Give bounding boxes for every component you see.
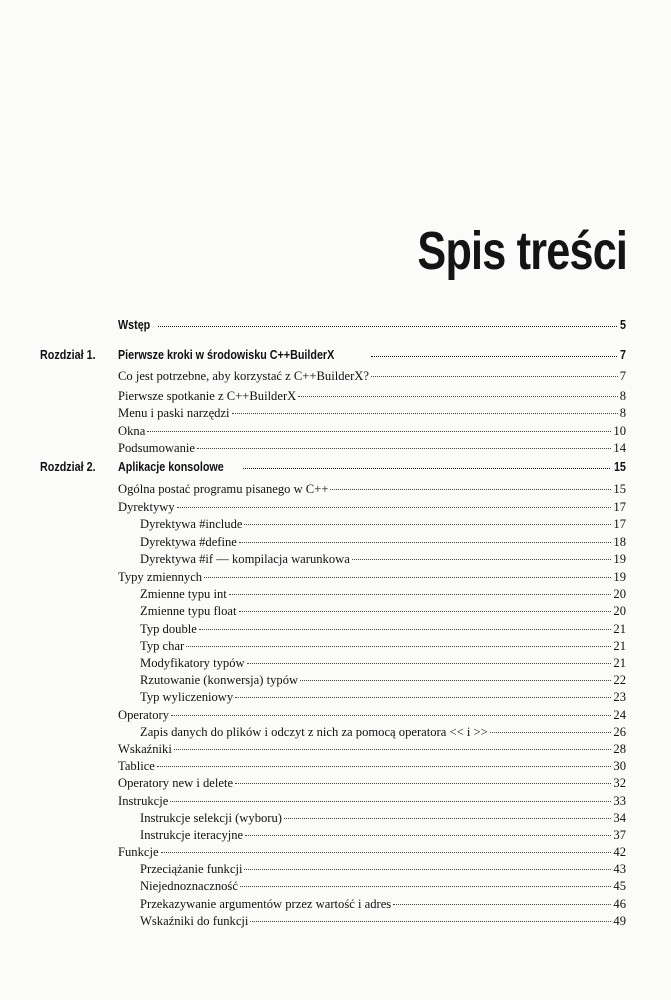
page-number: 18 (613, 535, 626, 549)
page-number: 28 (613, 742, 626, 756)
toc-entry-text: Wskaźniki (118, 742, 172, 756)
toc-entry-text: Przekazywanie argumentów przez wartość i adres (140, 897, 392, 911)
toc-entry-row (140, 639, 626, 654)
page-number: 23 (613, 690, 626, 704)
page-number: 34 (613, 811, 626, 825)
dot-leader (229, 593, 612, 595)
toc-entry-row (118, 406, 626, 421)
toc-entry-row (118, 570, 626, 585)
toc-entry-row (118, 424, 626, 439)
dot-leader (300, 679, 611, 681)
toc-entry-row (140, 725, 626, 740)
dot-leader (247, 662, 612, 664)
page-number: 45 (613, 879, 626, 893)
dot-leader (371, 355, 617, 357)
toc-entry-row (118, 742, 626, 757)
toc-entry-text: Rzutowanie (konwersja) typów (140, 673, 299, 687)
page-number: 22 (613, 673, 626, 687)
page-number: 21 (613, 639, 626, 653)
dot-leader (235, 696, 611, 698)
toc-entry-row (140, 879, 626, 894)
toc-entry-text: Zmienne typu float (140, 604, 237, 618)
dot-leader (186, 645, 611, 647)
dot-leader (240, 885, 612, 887)
toc-entry-text: Instrukcje iteracyjne (140, 828, 244, 842)
dot-leader (244, 523, 611, 525)
toc-entry-row (118, 441, 626, 456)
toc-entry-text: Dyrektywy (118, 500, 175, 514)
dot-leader (157, 765, 612, 767)
toc-heading-text: Wstęp (118, 318, 151, 332)
page-number: 17 (613, 517, 626, 531)
toc-entry-row (140, 535, 626, 550)
dot-leader (147, 430, 611, 432)
toc-entry-text: Dyrektywa #if — kompilacja warunkowa (140, 552, 350, 566)
page-number: 19 (613, 570, 626, 584)
toc-entry-text: Typy zmiennych (118, 570, 203, 584)
chapter-label: Rozdział 2. (40, 460, 96, 474)
toc-entry-text: Dyrektywa #define (140, 535, 237, 549)
page-number: 14 (613, 441, 626, 455)
page-number: 30 (613, 759, 626, 773)
toc-entry-row (140, 828, 626, 843)
dot-leader (243, 467, 610, 469)
toc-entry-row (140, 914, 626, 929)
dot-leader (239, 541, 612, 543)
toc-heading-row (118, 318, 626, 332)
dot-leader (393, 903, 611, 905)
page-number: 7 (620, 348, 626, 362)
toc-entry-text: Instrukcje (118, 794, 169, 808)
dot-leader (158, 325, 618, 327)
toc-entry-row (140, 552, 626, 567)
toc-heading-row (118, 460, 626, 474)
toc-entry-text: Dyrektywa #include (140, 517, 243, 531)
toc-entry-row (140, 587, 626, 602)
dot-leader (204, 576, 611, 578)
page-number: 7 (619, 369, 626, 383)
toc-entry-text: Operatory new i delete (118, 776, 234, 790)
toc-entry-text: Ogólna postać programu pisanego w C++ (118, 482, 329, 496)
page-number: 20 (613, 604, 626, 618)
toc-entry-row (140, 622, 626, 637)
dot-leader (161, 851, 612, 853)
toc-entry-text: Przeciążanie funkcji (140, 862, 243, 876)
dot-leader (174, 748, 612, 750)
page-number: 24 (613, 708, 626, 722)
dot-leader (490, 731, 612, 733)
dot-leader (284, 817, 611, 819)
toc-entry-row (118, 845, 626, 860)
toc-entry-text: Zapis danych do plików i odczyt z nich za pomocą operatora << i >> (140, 725, 488, 739)
toc-heading-text: Aplikacje konsolowe (118, 460, 224, 474)
dot-leader (171, 714, 611, 716)
toc-entry-row (140, 604, 626, 619)
toc-entry-text: Niejednoznaczność (140, 879, 238, 893)
page-number: 15 (613, 482, 626, 496)
toc-entry-row (118, 389, 626, 404)
dot-leader (199, 628, 612, 630)
toc-entry-text: Typ char (140, 639, 185, 653)
toc-entry-text: Modyfikatory typów (140, 656, 245, 670)
page-number: 46 (613, 897, 626, 911)
page-number: 17 (613, 500, 626, 514)
toc-entry-text: Pierwsze spotkanie z C++BuilderX (118, 389, 297, 403)
page-number: 5 (620, 318, 626, 332)
toc-entry-row (118, 794, 626, 809)
toc-entry-text: Typ wyliczeniowy (140, 690, 234, 704)
toc-entry-text: Co jest potrzebne, aby korzystać z C++BuilderX? (118, 369, 369, 383)
page-number: 42 (613, 845, 626, 859)
toc-entry-row (140, 517, 626, 532)
page-number: 21 (613, 656, 626, 670)
dot-leader (170, 800, 611, 802)
dot-leader (232, 412, 618, 414)
dot-leader (352, 558, 612, 560)
page-number: 26 (613, 725, 626, 739)
toc-entry-text: Instrukcje selekcji (wyboru) (140, 811, 282, 825)
toc-entry-text: Podsumowanie (118, 441, 195, 455)
toc-heading-text: Pierwsze kroki w środowisku C++BuilderX (118, 348, 335, 362)
toc-entry-text: Tablice (118, 759, 155, 773)
page-number: 15 (614, 460, 626, 474)
toc-entry-row (118, 776, 626, 791)
toc-entry-text: Zmienne typu int (140, 587, 227, 601)
toc-entry-row (118, 759, 626, 774)
toc-entry-row (140, 862, 626, 877)
page-number: 49 (613, 914, 626, 928)
dot-leader (245, 834, 611, 836)
toc-entry-row (140, 811, 626, 826)
toc-entry-text: Operatory (118, 708, 170, 722)
page-number: 8 (619, 406, 626, 420)
toc-entry-row (118, 369, 626, 384)
toc-entry-row (140, 897, 626, 912)
toc-heading-row (118, 348, 626, 362)
toc-entry-row (140, 690, 626, 705)
page-number: 33 (613, 794, 626, 808)
dot-leader (244, 868, 611, 870)
dot-leader (298, 395, 617, 397)
dot-leader (177, 506, 612, 508)
toc-entry-row (140, 673, 626, 688)
page-title: Spis treści (417, 221, 627, 281)
page-number: 43 (613, 862, 626, 876)
toc-entry-row (118, 500, 626, 515)
toc-entry-text: Okna (118, 424, 146, 438)
toc-entry-row (140, 656, 626, 671)
dot-leader (235, 782, 611, 784)
page-number: 21 (613, 622, 626, 636)
dot-leader (330, 488, 611, 490)
toc-entry-row (118, 708, 626, 723)
dot-leader (239, 610, 612, 612)
page-number: 10 (613, 424, 626, 438)
page-number: 32 (613, 776, 626, 790)
toc-entry-row (118, 482, 626, 497)
page-number: 37 (613, 828, 626, 842)
dot-leader (371, 375, 618, 377)
page-number: 8 (619, 389, 626, 403)
toc-entry-text: Typ double (140, 622, 197, 636)
page-number: 20 (613, 587, 626, 601)
chapter-label: Rozdział 1. (40, 348, 96, 362)
toc-entry-text: Funkcje (118, 845, 159, 859)
dot-leader (197, 447, 611, 449)
toc-entry-text: Wskaźniki do funkcji (140, 914, 249, 928)
page-number: 19 (613, 552, 626, 566)
toc-entry-text: Menu i paski narzędzi (118, 406, 230, 420)
dot-leader (250, 920, 611, 922)
